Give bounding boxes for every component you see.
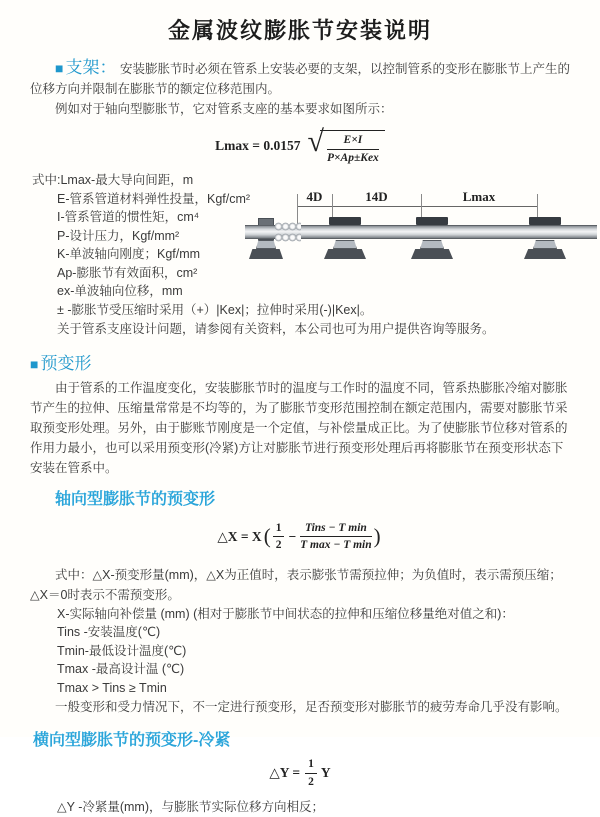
guide-support [414, 217, 450, 261]
lmax-fraction [327, 133, 379, 165]
open-paren: ( [263, 524, 271, 548]
fraction-numerator: 1 [305, 757, 317, 773]
x-definition-line: X-实际轴向补偿量 (mm) (相对于膨胀节中间状态的拉伸和压缩位移量绝对值之和)： [57, 606, 514, 621]
lateral-formula-rhs: Y [320, 765, 331, 780]
axial-where-paragraph: 式中：△X-预变形量(mm)，△X为正值时，表示膨张节需预拉伸；为负值时，表示需预压缩；△X＝0时表示不需预变形。 [30, 567, 562, 602]
tmax-line: Tmax -最高设计温 (℃) [57, 662, 185, 676]
preform-heading-text: 预变形 [40, 353, 92, 373]
temperature-fraction [300, 521, 372, 553]
plus-minus-note: ± -膨胀节受压缩时采用（+）|Kex|；拉伸时采用(-)|Kex|。 [57, 302, 373, 317]
dim-label-lmax: Lmax [462, 189, 496, 204]
axial-formula-lhs: △X = X [217, 528, 262, 544]
dim-label-4d: 4D [306, 189, 323, 204]
lateral-formula-lhs: △Y = [269, 765, 301, 780]
fraction-numerator: E×I [327, 133, 379, 149]
page-title: 金属波纹膨胀节安装说明 [167, 18, 432, 43]
fraction-numerator: Tins − T min [300, 521, 372, 537]
fraction-denominator: 2 [275, 539, 282, 551]
lmax-formula [30, 127, 570, 165]
support-section-heading [55, 58, 116, 77]
support-intro-paragraph [30, 59, 570, 99]
support-example-line: 例如对于轴向型膨胀节，它对管系支座的基本要求如图所示： [55, 102, 393, 116]
tins-line: Tins -安装温度(℃) [57, 625, 161, 639]
square-bullet-icon: ■ [55, 60, 64, 76]
definition-line: E-管系管道材料弹性投量，Kgf/cm² [57, 191, 251, 206]
radical-sign: √ [307, 125, 324, 159]
fraction-numerator: 1 [273, 521, 285, 537]
dim-label-14d: 14D [365, 189, 388, 204]
definition-line: I-管系管道的惯性矩，cm⁴ [57, 210, 200, 224]
lmax-formula-lhs: Lmax = 0.0157 [215, 138, 301, 153]
definition-line: P-设计压力，Kgf/mm² [57, 228, 180, 243]
lateral-note-line: △Y -冷紧量(mm)，与膨胀节实际位移方向相反； [57, 800, 325, 814]
fraction-denominator: T max − T min [300, 539, 372, 551]
pipe-support-diagram [245, 188, 597, 280]
guide-support [327, 217, 363, 261]
support-heading-text: 支架： [65, 58, 117, 77]
axial-note-line: 一般变形和受力情况下，不一定进行预变形，足否预变形对膨胀节的疲劳寿命几乎没有影响。 [55, 700, 568, 714]
axial-preform-formula [30, 517, 570, 557]
dimension-line [297, 206, 537, 207]
bellows-expansion-joint [275, 221, 301, 243]
support-intro-text: 安装膨胀节时必须在管系上安装必要的支架，以控制管系的变形在膨胀节上产生的位移方向并限制在膨胀节的额定位移范围内。 [30, 62, 570, 96]
service-note: 关于管系支座设计问题，请参阅有关资料，本公司也可为用户提供咨询等服务。 [57, 321, 495, 336]
sqrt-radical [308, 127, 385, 165]
fraction-denominator: 2 [308, 775, 314, 788]
temp-inequality-line: Tmax > Tins ≥ Tmin [57, 680, 167, 695]
half-fraction [273, 521, 285, 553]
tmin-line: Tmin-最低设计温度(℃) [57, 643, 187, 658]
guide-support [527, 217, 563, 261]
definition-line: ex-单波轴向位移，mm [57, 284, 183, 298]
definition-line: 式中:Lmax-最大导向间距，m [32, 173, 194, 187]
preform-paragraph: 由于管系的工作温度变化，安装膨胀节时的温度与工作时的温度不同，管系热膨胀冷缩对膨胀节产生的拉伸、压缩量常常是不均等的，为了膨胀节变形范围控制在额定范围内，需要对膨胀节采取预变形处理。另外，由于膨账节刚度是一个定值，与补偿量成正比。为了使膨胀节位移对管系的作用力最小，也可以采用预变形(冷紧)方让对膨胀节进行预变形处理后再将膨胀节在预变形状态下安装在管系中。 [30, 380, 568, 475]
axial-preform-heading: 轴向型膨胀节的预变形 [55, 490, 216, 508]
minus-sign: − [288, 528, 297, 544]
close-paren: ) [373, 524, 381, 548]
square-bullet-icon: ■ [30, 355, 39, 372]
definition-line: Ap-膨胀节有效面积，cm² [57, 265, 198, 280]
fraction-denominator: P×Ap±Kex [326, 151, 379, 164]
lateral-preform-heading: 横向型膨胀节的预变形-冷紧 [33, 732, 231, 749]
half-fraction [305, 757, 317, 789]
preform-section-heading [30, 349, 570, 374]
lateral-preform-formula [30, 756, 570, 790]
definition-line: K-单波轴向刚度；Kgf/mm [57, 247, 201, 261]
